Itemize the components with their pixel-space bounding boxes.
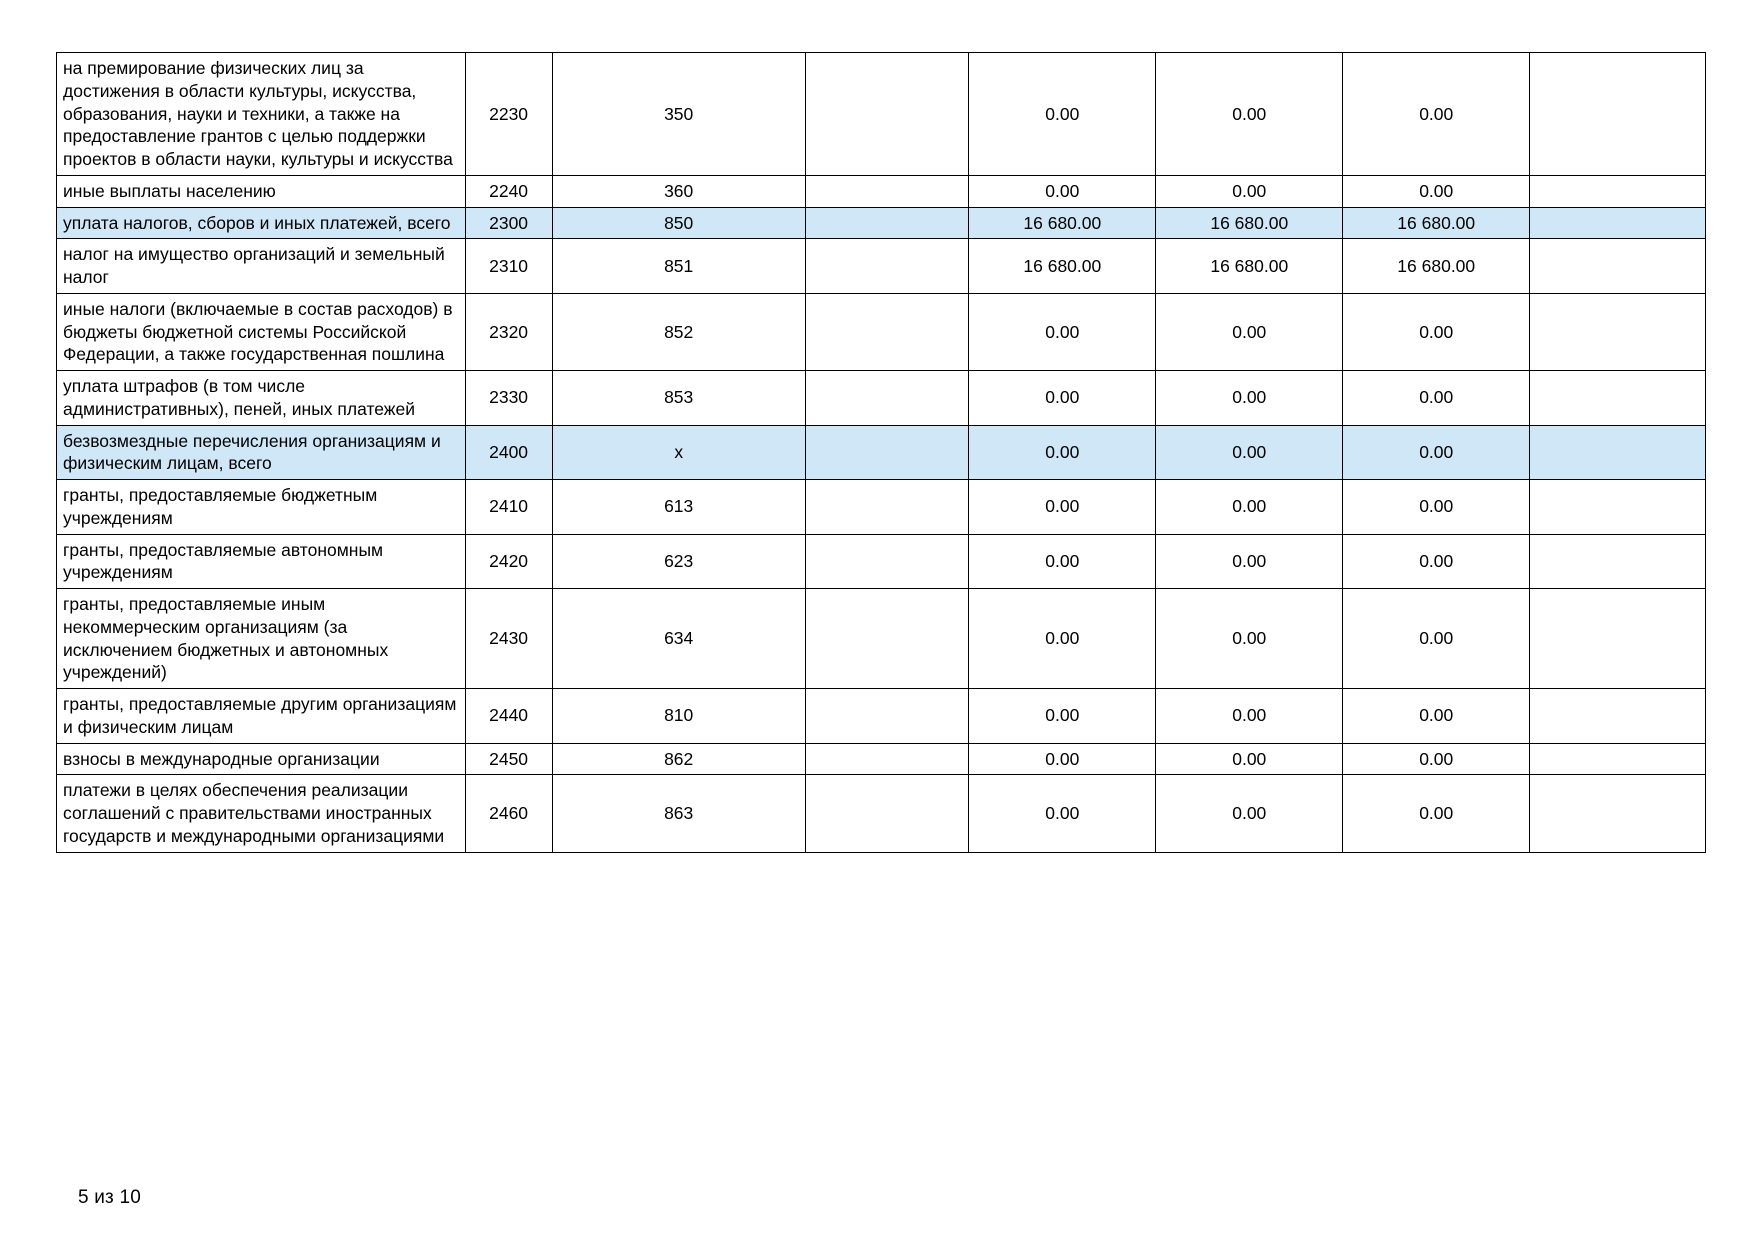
row-value-4-cell xyxy=(1530,53,1706,176)
row-blank-cell xyxy=(805,293,968,370)
row-value-4-cell xyxy=(1530,534,1706,589)
row-code-cell: 2320 xyxy=(465,293,552,370)
row-kosgu-cell: 350 xyxy=(552,53,805,176)
table-row xyxy=(57,371,1706,426)
table-row xyxy=(57,480,1706,535)
row-name-cell: иные выплаты населению xyxy=(57,175,466,207)
row-code-cell: 2460 xyxy=(465,775,552,852)
row-name-cell: иные налоги (включаемые в состав расходов) в бюджеты бюджетной системы Российской Федерации, а также государственная пошлина xyxy=(57,293,466,370)
row-value-2-cell: 0.00 xyxy=(1156,480,1343,535)
row-value-2-cell: 0.00 xyxy=(1156,371,1343,426)
row-value-4-cell xyxy=(1530,425,1706,480)
row-name-cell: уплата штрафов (в том числе административных), пеней, иных платежей xyxy=(57,371,466,426)
row-value-1-cell: 0.00 xyxy=(969,775,1156,852)
row-value-1-cell: 0.00 xyxy=(969,371,1156,426)
row-value-4-cell xyxy=(1530,293,1706,370)
row-value-3-cell: 0.00 xyxy=(1343,293,1530,370)
row-value-2-cell: 0.00 xyxy=(1156,689,1343,744)
table-row xyxy=(57,775,1706,852)
row-blank-cell xyxy=(805,775,968,852)
row-value-4-cell xyxy=(1530,775,1706,852)
row-blank-cell xyxy=(805,743,968,775)
row-value-4-cell xyxy=(1530,207,1706,239)
row-value-1-cell: 0.00 xyxy=(969,534,1156,589)
table-row xyxy=(57,239,1706,294)
row-blank-cell xyxy=(805,480,968,535)
table-row xyxy=(57,175,1706,207)
table-row xyxy=(57,589,1706,689)
row-value-1-cell: 0.00 xyxy=(969,53,1156,176)
row-value-1-cell: 0.00 xyxy=(969,293,1156,370)
row-value-4-cell xyxy=(1530,371,1706,426)
row-value-2-cell: 0.00 xyxy=(1156,293,1343,370)
row-blank-cell xyxy=(805,53,968,176)
row-value-2-cell: 0.00 xyxy=(1156,775,1343,852)
table-row xyxy=(57,534,1706,589)
row-name-cell: платежи в целях обеспечения реализации соглашений с правительствами иностранных государств и международными организациями xyxy=(57,775,466,852)
row-blank-cell xyxy=(805,371,968,426)
row-code-cell: 2450 xyxy=(465,743,552,775)
row-name-cell: гранты, предоставляемые другим организациям и физическим лицам xyxy=(57,689,466,744)
row-value-2-cell: 16 680.00 xyxy=(1156,239,1343,294)
row-kosgu-cell: 623 xyxy=(552,534,805,589)
row-value-3-cell: 0.00 xyxy=(1343,775,1530,852)
row-value-3-cell: 0.00 xyxy=(1343,480,1530,535)
row-kosgu-cell: 852 xyxy=(552,293,805,370)
row-value-2-cell: 0.00 xyxy=(1156,743,1343,775)
row-value-2-cell: 16 680.00 xyxy=(1156,207,1343,239)
row-value-1-cell: 16 680.00 xyxy=(969,207,1156,239)
row-value-1-cell: 0.00 xyxy=(969,175,1156,207)
row-blank-cell xyxy=(805,589,968,689)
row-kosgu-cell: 810 xyxy=(552,689,805,744)
row-value-2-cell: 0.00 xyxy=(1156,589,1343,689)
row-value-1-cell: 0.00 xyxy=(969,743,1156,775)
row-value-3-cell: 16 680.00 xyxy=(1343,207,1530,239)
row-value-1-cell: 0.00 xyxy=(969,480,1156,535)
row-code-cell: 2400 xyxy=(465,425,552,480)
row-kosgu-cell: x xyxy=(552,425,805,480)
row-kosgu-cell: 863 xyxy=(552,775,805,852)
row-kosgu-cell: 862 xyxy=(552,743,805,775)
budget-table xyxy=(56,52,1706,853)
row-code-cell: 2310 xyxy=(465,239,552,294)
row-kosgu-cell: 851 xyxy=(552,239,805,294)
row-value-3-cell: 0.00 xyxy=(1343,743,1530,775)
table-row xyxy=(57,425,1706,480)
row-name-cell: гранты, предоставляемые иным некоммерческим организациям (за исключением бюджетных и автономных учреждений) xyxy=(57,589,466,689)
row-name-cell: безвозмездные перечисления организациям и физическим лицам, всего xyxy=(57,425,466,480)
row-name-cell: уплата налогов, сборов и иных платежей, всего xyxy=(57,207,466,239)
row-name-cell: на премирование физических лиц за достижения в области культуры, искусства, образования, науки и техники, а также на предоставление грантов с целью поддержки проектов в области науки, культуры и искусства xyxy=(57,53,466,176)
row-kosgu-cell: 850 xyxy=(552,207,805,239)
row-value-1-cell: 16 680.00 xyxy=(969,239,1156,294)
row-name-cell: взносы в международные организации xyxy=(57,743,466,775)
row-name-cell: налог на имущество организаций и земельный налог xyxy=(57,239,466,294)
table-row xyxy=(57,207,1706,239)
row-kosgu-cell: 613 xyxy=(552,480,805,535)
row-code-cell: 2420 xyxy=(465,534,552,589)
table-row xyxy=(57,53,1706,176)
row-value-3-cell: 0.00 xyxy=(1343,589,1530,689)
row-blank-cell xyxy=(805,534,968,589)
row-code-cell: 2330 xyxy=(465,371,552,426)
row-kosgu-cell: 634 xyxy=(552,589,805,689)
row-name-cell: гранты, предоставляемые автономным учреждениям xyxy=(57,534,466,589)
row-value-2-cell: 0.00 xyxy=(1156,175,1343,207)
row-name-cell: гранты, предоставляемые бюджетным учреждениям xyxy=(57,480,466,535)
row-kosgu-cell: 853 xyxy=(552,371,805,426)
page-footer: 5 из 10 xyxy=(78,1187,141,1208)
row-code-cell: 2440 xyxy=(465,689,552,744)
row-blank-cell xyxy=(805,425,968,480)
row-value-3-cell: 0.00 xyxy=(1343,53,1530,176)
row-value-4-cell xyxy=(1530,589,1706,689)
row-value-3-cell: 0.00 xyxy=(1343,534,1530,589)
row-code-cell: 2240 xyxy=(465,175,552,207)
row-blank-cell xyxy=(805,239,968,294)
row-value-1-cell: 0.00 xyxy=(969,589,1156,689)
table-row xyxy=(57,743,1706,775)
row-value-4-cell xyxy=(1530,689,1706,744)
row-value-4-cell xyxy=(1530,480,1706,535)
row-kosgu-cell: 360 xyxy=(552,175,805,207)
row-code-cell: 2430 xyxy=(465,589,552,689)
budget-table-body xyxy=(57,53,1706,853)
row-code-cell: 2300 xyxy=(465,207,552,239)
row-value-2-cell: 0.00 xyxy=(1156,425,1343,480)
row-value-3-cell: 0.00 xyxy=(1343,425,1530,480)
row-blank-cell xyxy=(805,175,968,207)
row-value-3-cell: 16 680.00 xyxy=(1343,239,1530,294)
row-value-4-cell xyxy=(1530,743,1706,775)
table-row xyxy=(57,689,1706,744)
row-value-4-cell xyxy=(1530,175,1706,207)
row-value-1-cell: 0.00 xyxy=(969,425,1156,480)
row-value-3-cell: 0.00 xyxy=(1343,175,1530,207)
row-value-2-cell: 0.00 xyxy=(1156,534,1343,589)
row-value-3-cell: 0.00 xyxy=(1343,371,1530,426)
row-value-4-cell xyxy=(1530,239,1706,294)
row-code-cell: 2230 xyxy=(465,53,552,176)
row-blank-cell xyxy=(805,207,968,239)
row-value-1-cell: 0.00 xyxy=(969,689,1156,744)
row-code-cell: 2410 xyxy=(465,480,552,535)
table-row xyxy=(57,293,1706,370)
row-value-3-cell: 0.00 xyxy=(1343,689,1530,744)
row-value-2-cell: 0.00 xyxy=(1156,53,1343,176)
row-blank-cell xyxy=(805,689,968,744)
